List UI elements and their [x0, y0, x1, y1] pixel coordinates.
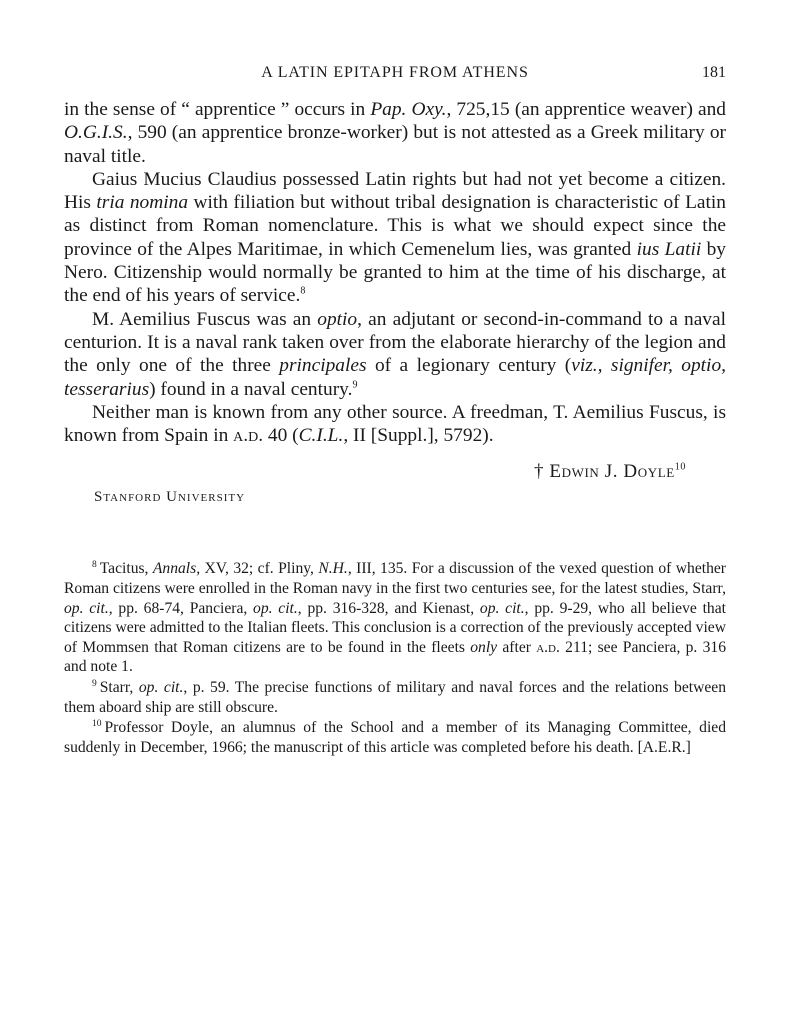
italic-term: ius Latii: [636, 238, 702, 260]
text-run: , II [Suppl.], 5792).: [343, 425, 494, 447]
italic-citation: op. cit.: [253, 599, 298, 617]
footnote-number: 10: [92, 719, 102, 730]
italic-citation: N.H.: [318, 560, 348, 578]
body-paragraph-4: [64, 401, 726, 448]
text-run: after: [497, 638, 537, 656]
footnote-number: 9: [92, 678, 97, 689]
text-run: 40 (: [263, 425, 299, 447]
text-run: , p. 59. The precise functions of military and naval forces and the relations between them aboard ship are still obscure.: [64, 679, 726, 716]
footnote-number: 8: [92, 560, 97, 571]
italic-citation: Annals,: [152, 560, 201, 578]
text-run: , III, 135. For a discussion of the vexed question of whether Roman citizens were enrolled in the Roman navy in the first two centuries see, for the latest studies, Starr,: [64, 560, 726, 598]
italic-term: viz., signifer, optio, tesserarius: [64, 355, 726, 400]
text-run: XV, 32; cf. Pliny,: [200, 560, 319, 578]
text-run: Starr,: [99, 679, 139, 697]
italic-citation: C.I.L.: [298, 425, 344, 447]
text-run: in the sense of “ apprentice ” occurs in: [64, 99, 371, 120]
footnote-9: [64, 678, 726, 717]
body-paragraph-1: [64, 98, 726, 168]
running-title: A LATIN EPITAPH FROM ATHENS: [261, 64, 529, 81]
text-run: , pp. 68-74, Panciera,: [108, 599, 254, 617]
small-caps-era: a.d.: [536, 638, 560, 656]
footnote-reference: 10: [674, 462, 686, 474]
text-run: , an adjutant or second-in-command to a naval centurion. It is a naval rank taken over from the elaborate hierarchy of the legion and the only one of the three: [64, 308, 726, 377]
text-run: 211; see Panciera, p. 316 and note 1.: [64, 638, 726, 676]
footnote-reference: 9: [352, 379, 358, 391]
italic-emphasis: only: [470, 638, 498, 656]
footnote-8: [64, 559, 726, 677]
text-run: , 590 (an apprentice bronze-worker) but is not attested as a Greek military or naval title.: [64, 122, 726, 167]
page-header: [64, 58, 726, 88]
italic-citation: op. cit.: [138, 679, 184, 697]
text-run: by Nero. Citizenship would normally be granted to him at the time of his discharge, at the end of his years of service.: [64, 238, 726, 307]
text-run: Gaius Mucius Claudius possessed Latin rights but had not yet become a citizen. His: [64, 168, 726, 214]
article-body: [64, 98, 726, 447]
footnotes: [64, 559, 726, 757]
italic-citation: op. cit.: [64, 599, 109, 617]
small-caps-era: a.d.: [233, 425, 264, 447]
text-run: , 725,15 (an apprentice weaver) and: [446, 99, 726, 120]
text-run: , pp. 9-29, who all believe that citizens were admitted to the Italian fleets. This conclusion is a correction of the previously accepted view of Mommsen that Roman citizens are to be found in the fleets: [64, 599, 726, 656]
text-run: Tacitus,: [99, 560, 153, 578]
text-run: M. Aemilius Fuscus was an: [92, 308, 318, 330]
text-run: Professor Doyle, an alumnus of the School and a member of its Managing Committee, died suddenly in December, 1966; the manuscript of this article was completed before his death. [A.E.R.]: [64, 719, 726, 756]
journal-page: [64, 58, 726, 757]
body-paragraph-3: [64, 308, 726, 401]
italic-citation: op. cit.: [479, 599, 525, 617]
page-number: 181: [702, 64, 726, 81]
text-run: ) found in a naval century.: [149, 378, 353, 400]
footnote-10: [64, 718, 726, 757]
italic-citation: Pap. Oxy.: [370, 99, 447, 120]
footnote-reference: 8: [300, 285, 306, 297]
italic-term: principales: [279, 355, 367, 377]
italic-citation: O.G.I.S.: [64, 122, 128, 144]
italic-term: optio: [317, 308, 358, 330]
author-signature: [534, 461, 686, 483]
body-paragraph-2: [64, 168, 726, 308]
text-run: Neither man is known from any other source. A freedman, T. Aemilius Fuscus, is known from Spain in: [64, 401, 726, 447]
text-run: with filiation but without tribal designation is characteristic of Latin as distinct from Roman nomenclature. This is what we should expect since the province of the Alpes Maritimae, in which Cemenelum lies, was granted: [64, 192, 726, 260]
author-affiliation: Stanford University: [94, 489, 246, 506]
text-run: of a legionary century (: [366, 355, 572, 377]
text-run: , pp. 316-328, and Kienast,: [297, 599, 480, 617]
author-name: † Edwin J. Doyle: [533, 461, 675, 483]
signature-block: [64, 447, 726, 509]
italic-term: tria nomina: [96, 192, 189, 214]
